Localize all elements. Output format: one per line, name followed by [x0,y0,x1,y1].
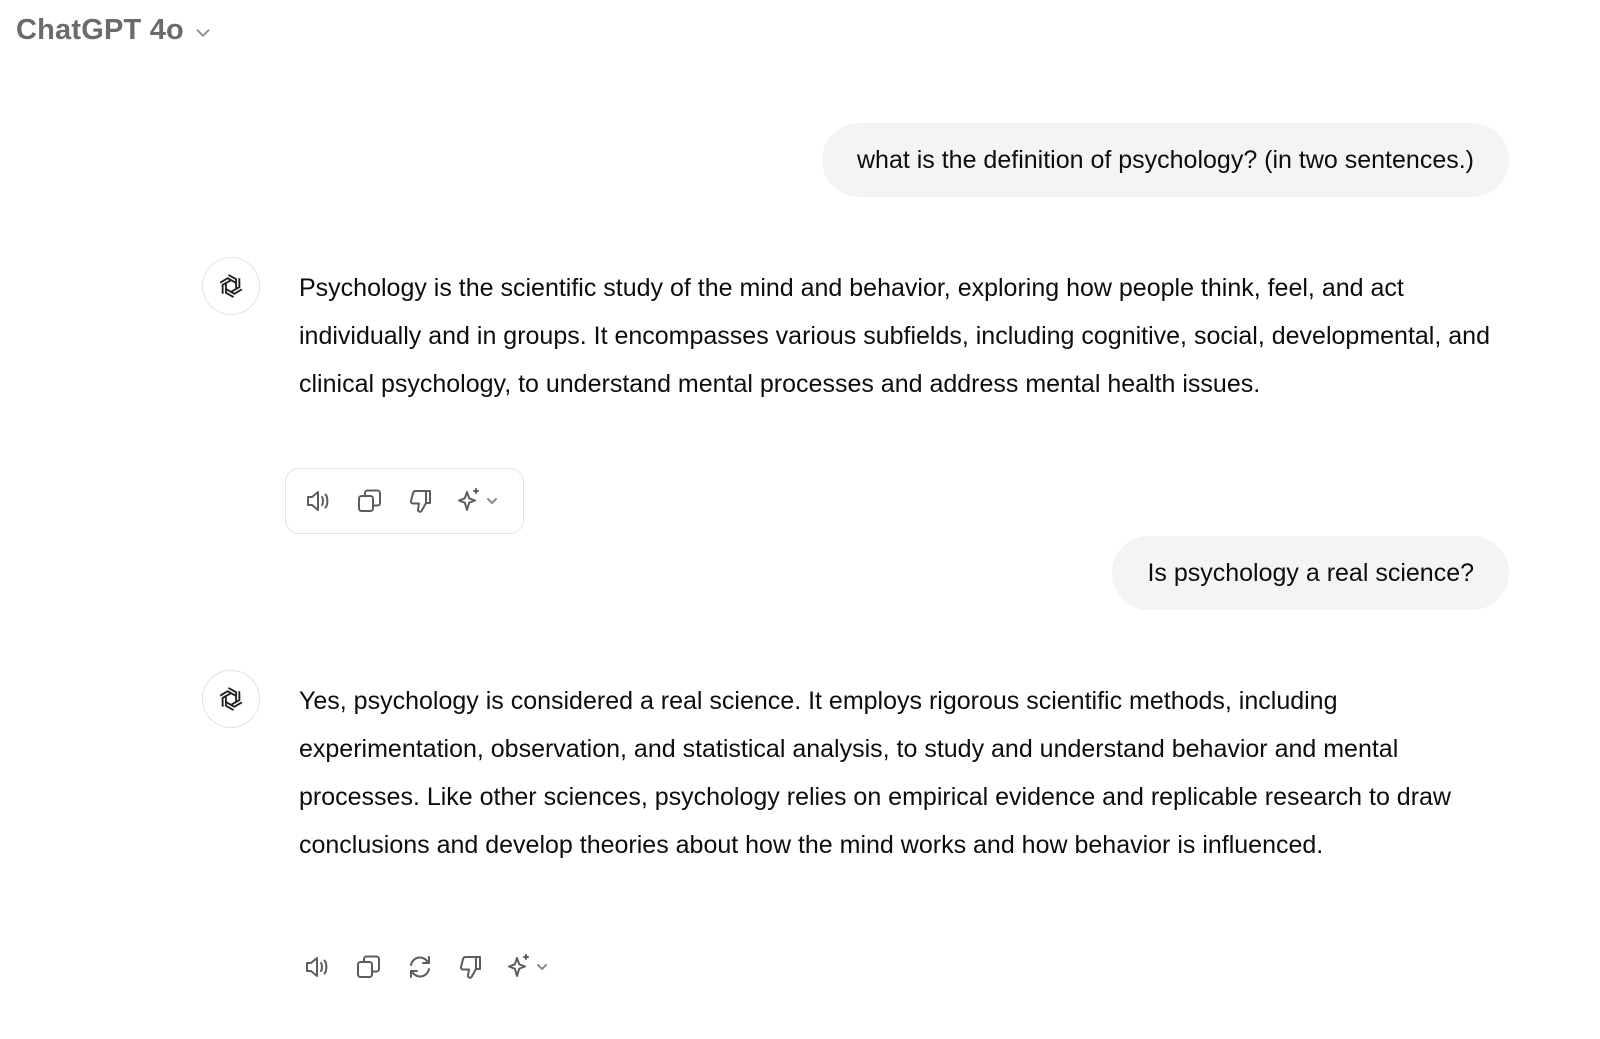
switch-model-button[interactable] [505,950,557,984]
thumbs-down-button[interactable] [404,484,438,518]
sparkle-icon [455,486,507,516]
message-actions-toolbar [301,934,557,1000]
sparkle-icon [505,952,557,982]
assistant-message: Yes, psychology is considered a real science. It employs rigorous scientific methods, including experimentation, observation, and statistical analysis, to study and understand behavior and mental processes. Like other sciences, psychology relies on empirical evidence and replicable research to draw conclusions and develop theories about how the mind works and how behavior is influenced. [299,687,1451,859]
read-aloud-icon [303,952,333,982]
read-aloud-button[interactable] [302,484,336,518]
copy-icon [354,952,384,982]
chevron-down-icon [192,22,214,44]
assistant-message: Psychology is the scientific study of the mind and behavior, exploring how people think, feel, and act individually and in groups. It encompasses various subfields, including cognitive, social, developmental, and clinical psychology, to understand mental processes and address mental health issues. [299,274,1490,398]
user-message [1112,536,1509,610]
regenerate-button[interactable] [403,950,437,984]
openai-logo-icon [214,269,248,303]
thumbs-down-button[interactable] [454,950,488,984]
user-message-text: what is the definition of psychology? (in two sentences.) [856,146,1474,174]
copy-button[interactable] [352,950,386,984]
copy-button[interactable] [353,484,387,518]
thumbs-down-icon [456,952,486,982]
user-message [822,123,1509,197]
read-aloud-icon [304,486,334,516]
openai-logo-icon [214,682,248,716]
copy-icon [355,486,385,516]
read-aloud-button[interactable] [301,950,335,984]
assistant-avatar [202,257,260,315]
user-message-text: Is psychology a real science? [1147,559,1474,587]
regenerate-icon [405,952,435,982]
message-actions-toolbar [285,468,524,534]
model-title: ChatGPT 4o [16,14,184,46]
switch-model-button[interactable] [455,484,507,518]
assistant-avatar [202,670,260,728]
thumbs-down-icon [406,486,436,516]
model-selector[interactable] [16,14,214,47]
